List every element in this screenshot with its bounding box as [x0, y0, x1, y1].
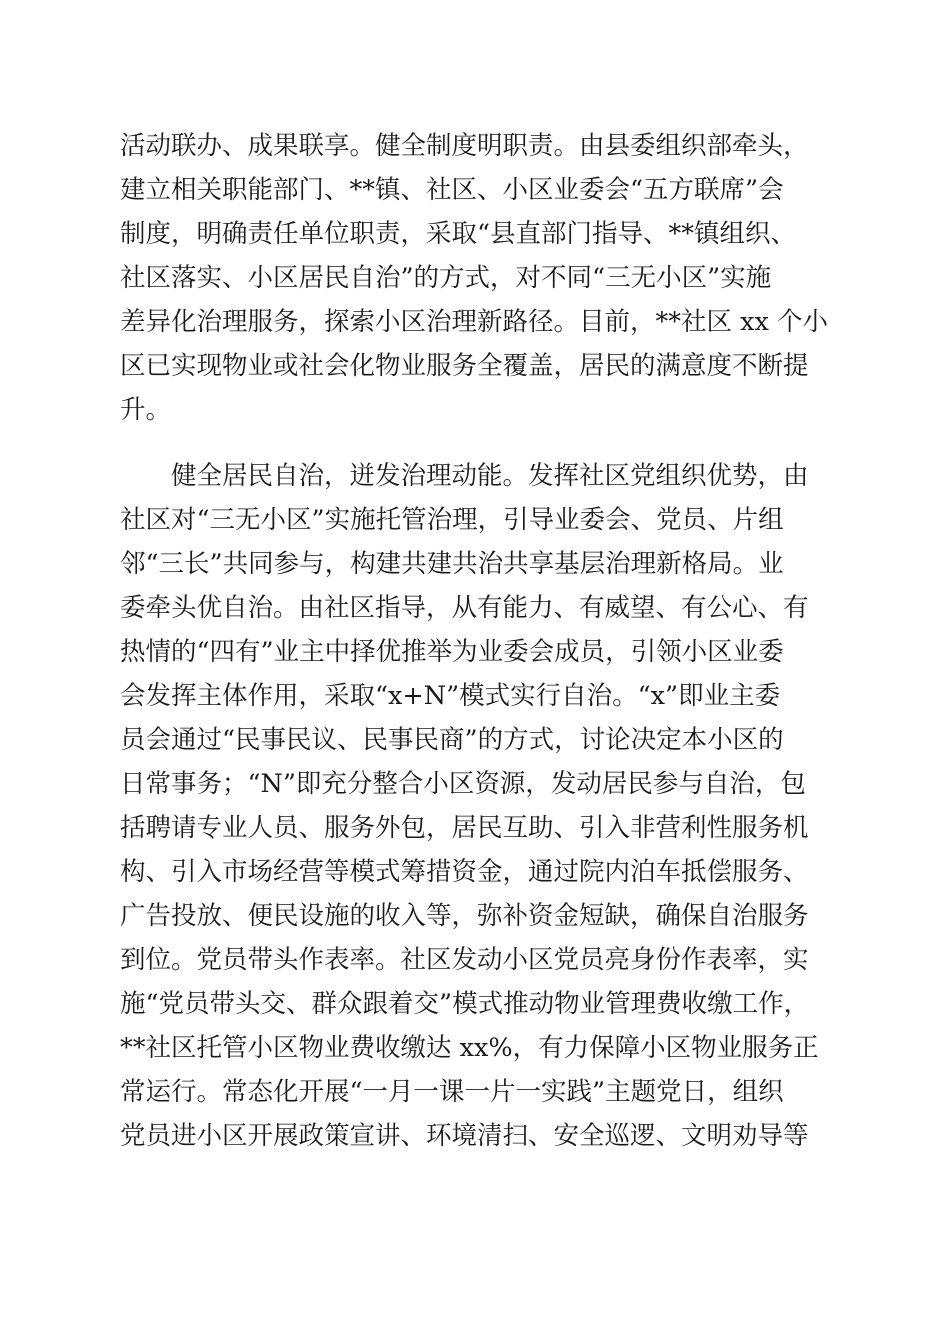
text-line-18: 广告投放、便民设施的收入等，弥补资金短缺，确保自治服务 [120, 901, 809, 931]
text-line-3: 制度，明确责任单位职责，采取“县直部门指导、**镇组织、 [120, 219, 797, 249]
text-line-19: 到位。党员带头作表率。社区发动小区党员亮身份作表率，实 [120, 945, 809, 975]
text-line-16: 括聘请专业人员、服务外包，居民互助、引入非营利性服务机 [120, 813, 809, 843]
text-line-20: 施“党员带头交、群众跟着交”模式推动物业管理费收缴工作， [120, 989, 810, 1019]
text-line-13: 会发挥主体作用，采取“x+N”模式实行自治。“x”即业主委 [120, 681, 781, 711]
text-line-21: **社区托管小区物业费收缴达 xx%，有力保障小区物业服务正 [120, 1033, 819, 1063]
text-line-9: 社区对“三无小区”实施托管治理，引导业委会、党员、片组 [120, 505, 784, 535]
text-line-22: 常运行。常态化开展“一月一课一片一实践”主题党日，组织 [120, 1077, 784, 1107]
text-line-23: 党员进小区开展政策宣讲、环境清扫、安全巡逻、文明劝导等 [120, 1121, 809, 1151]
text-line-1: 活动联办、成果联享。健全制度明职责。由县委组织部牵头， [120, 131, 809, 161]
text-line-2: 建立相关职能部门、**镇、社区、小区业委会“五方联席”会 [120, 175, 784, 205]
text-line-5: 差异化治理服务，探索小区治理新路径。目前，**社区 xx 个小 [120, 307, 828, 337]
text-line-4: 社区落实、小区居民自治”的方式，对不同“三无小区”实施 [120, 263, 772, 293]
text-line-17: 构、引入市场经营等模式筹措资金，通过院内泊车抵偿服务、 [120, 857, 809, 887]
text-line-14: 员会通过“民事民议、民事民商”的方式，讨论决定本小区的 [120, 725, 784, 755]
text-line-15: 日常事务；“N”即充分整合小区资源，发动居民参与自治，包 [120, 769, 806, 799]
text-line-11: 委牵头优自治。由社区指导，从有能力、有威望、有公心、有 [120, 593, 809, 623]
paragraph-heading-line: 健全居民自治，迸发治理动能。发挥社区党组织优势，由 [171, 461, 809, 491]
text-line-7: 升。 [120, 395, 172, 425]
text-line-6: 区已实现物业或社会化物业服务全覆盖，居民的满意度不断提 [120, 351, 809, 381]
text-line-10: 邻“三长”共同参与，构建共建共治共享基层治理新格局。业 [120, 549, 784, 579]
text-line-12: 热情的“四有”业主中择优推举为业委会成员，引领小区业委 [120, 637, 784, 667]
